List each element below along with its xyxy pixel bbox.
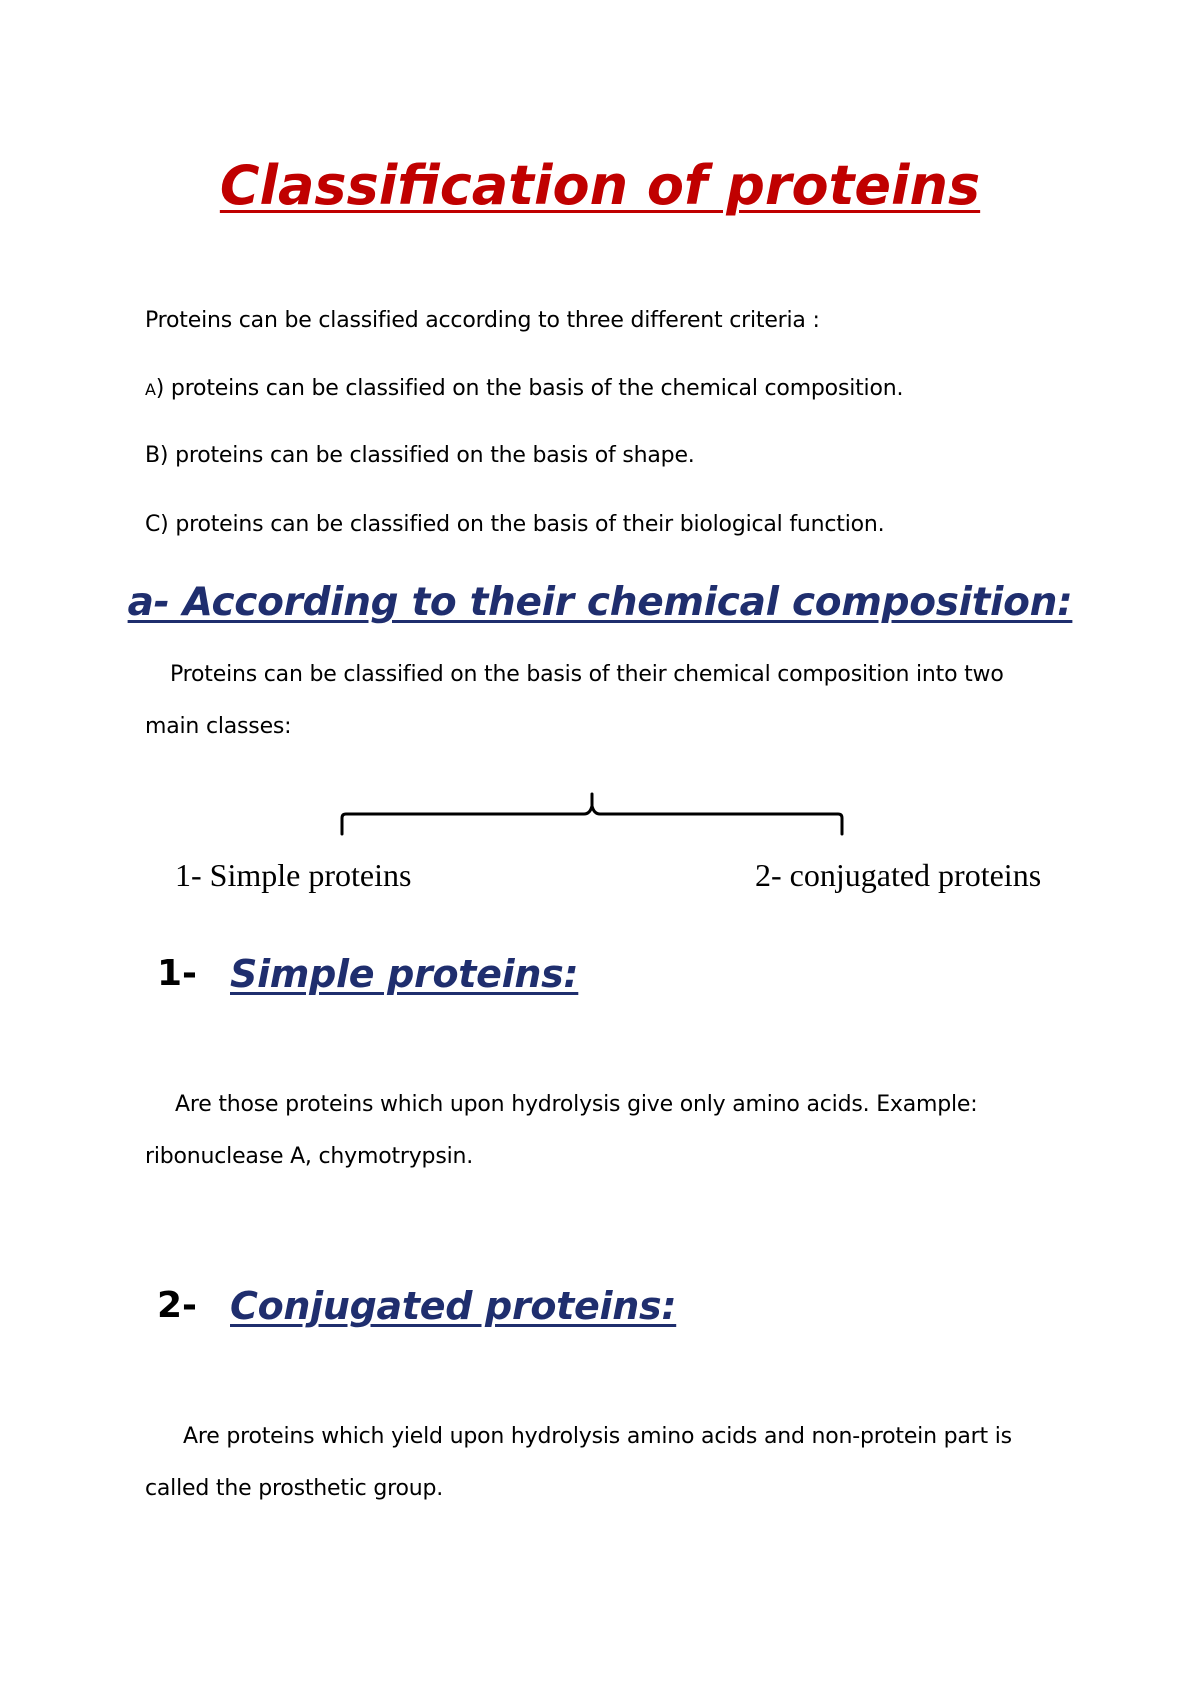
criterion-b <box>145 441 695 471</box>
brace-bracket <box>342 794 842 834</box>
classification-brace-diagram <box>330 790 850 840</box>
criterion-b-text: ) proteins can be classified on the basis of shape. <box>159 443 695 468</box>
conjugated-text-line1: Are proteins which yield upon hydrolysis amino acids and non-protein part is <box>183 1424 1012 1449</box>
criterion-a <box>145 374 903 405</box>
conjugated-heading: Conjugated proteins: <box>230 1284 677 1328</box>
page-title: Classification of proteins <box>219 154 981 217</box>
diagram-left-label: 1- Simple proteins <box>175 857 412 893</box>
conjugated-text-line2: called the prosthetic group. <box>145 1476 444 1501</box>
criterion-b-letter: B <box>145 443 160 468</box>
section-a-paragraph-line2: main classes: <box>145 714 292 739</box>
criterion-c-text: ) proteins can be classified on the basis of their biological function. <box>160 512 885 537</box>
criterion-c <box>145 510 884 540</box>
section-a-heading: a- According to their chemical composition: <box>127 580 1073 625</box>
criterion-c-letter: C <box>145 512 161 537</box>
simple-number: 1- <box>157 953 197 994</box>
section-a-paragraph-line1: Proteins can be classified on the basis of their chemical composition into two <box>170 662 1004 687</box>
simple-heading: Simple proteins: <box>230 952 579 996</box>
intro-lead: Proteins can be classified according to three different criteria : <box>145 308 820 333</box>
diagram-right-label: 2- conjugated proteins <box>755 857 1042 893</box>
criterion-a-letter: A <box>145 380 156 399</box>
simple-text-line2: ribonuclease A, chymotrypsin. <box>145 1144 474 1169</box>
conjugated-number: 2- <box>157 1285 197 1326</box>
simple-text-line1: Are those proteins which upon hydrolysis give only amino acids. Example: <box>175 1092 978 1117</box>
criterion-a-text: ) proteins can be classified on the basis of the chemical composition. <box>155 376 904 401</box>
